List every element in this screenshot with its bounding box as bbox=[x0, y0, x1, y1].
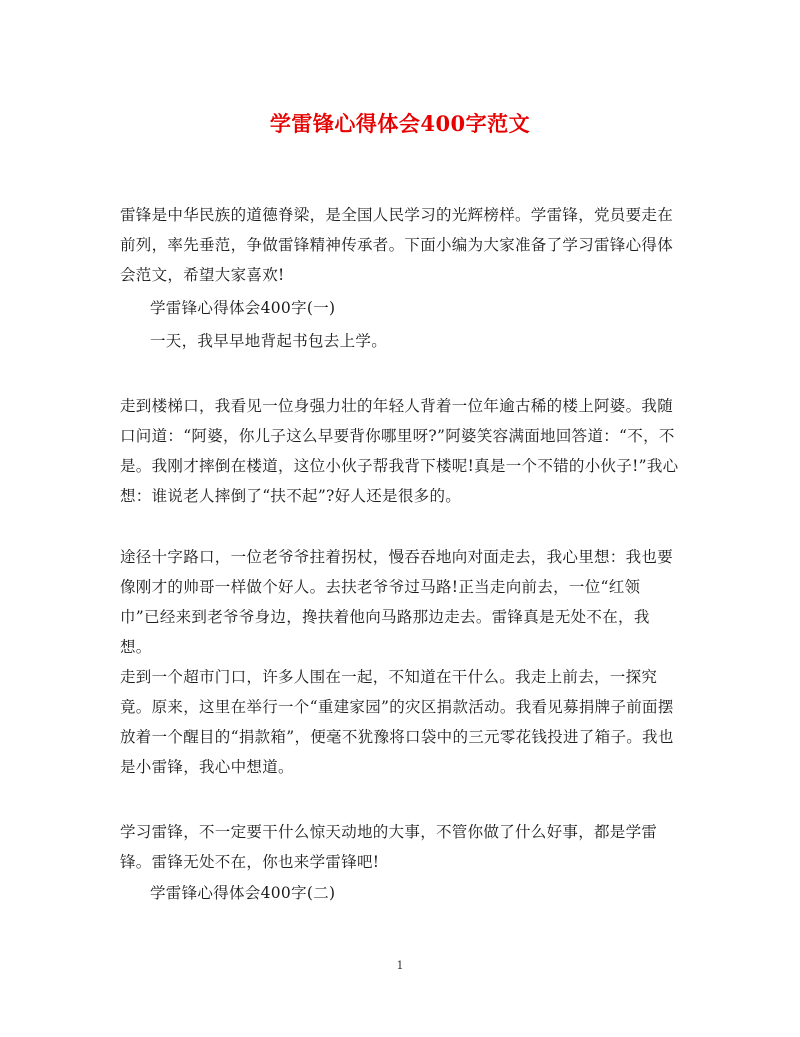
story-paragraph-crossroad: 途径十字路口，一位老爷爷拄着拐杖，慢吞吞地向对面走去，我心里想：我也要像刚才的帅哥一样做个好人。去扶老爷爷过马路!正当走向前去，一位“红领巾”已经来到老爷爷身边，搀扶着他向马路那边走去。雷锋真是无处不在，我想。 bbox=[120, 548, 674, 656]
story-paragraph-supermarket: 走到一个超市门口，许多人围在一起，不知道在干什么。我走上前去，一探究竟。原来，这里在举行一个“重建家园”的灾区捐款活动。我看见募捐牌子前面摆放着一个醒目的“捐款箱”，便毫不犹豫将口袋中的三元零花钱投进了箱子。我也是小雷锋，我心中想道。 bbox=[120, 668, 674, 776]
intro-paragraph: 雷锋是中华民族的道德脊梁，是全国人民学习的光辉榜样。学雷锋，党员要走在前列，率先垂范，争做雷锋精神传承者。下面小编为大家准备了学习雷锋心得体会范文，希望大家喜欢! bbox=[120, 206, 674, 284]
opening-line: 一天，我早早地背起书包去上学。 bbox=[150, 332, 388, 350]
section-heading-2: 学雷锋心得体会400字(二) bbox=[150, 884, 336, 902]
conclusion-paragraph: 学习雷锋，不一定要干什么惊天动地的大事，不管你做了什么好事，都是学雷锋。雷锋无处不在，你也来学雷锋吧! bbox=[120, 823, 658, 871]
page-number: 1 bbox=[396, 959, 404, 972]
section-heading-1: 学雷锋心得体会400字(一) bbox=[150, 299, 336, 317]
document-title: 学雷锋心得体会400字范文 bbox=[269, 111, 531, 136]
story-paragraph-stairs: 走到楼梯口，我看见一位身强力壮的年轻人背着一位年逾古稀的楼上阿婆。我随口问道：“阿婆，你儿子这么早要背你哪里呀?”阿婆笑容满面地回答道：“不，不是。我刚才摔倒在楼道，这位小伙子帮我背下楼呢!真是一个不错的小伙子!”我心想：谁说老人摔倒了“扶不起”?好人还是很多的。 bbox=[120, 397, 679, 505]
